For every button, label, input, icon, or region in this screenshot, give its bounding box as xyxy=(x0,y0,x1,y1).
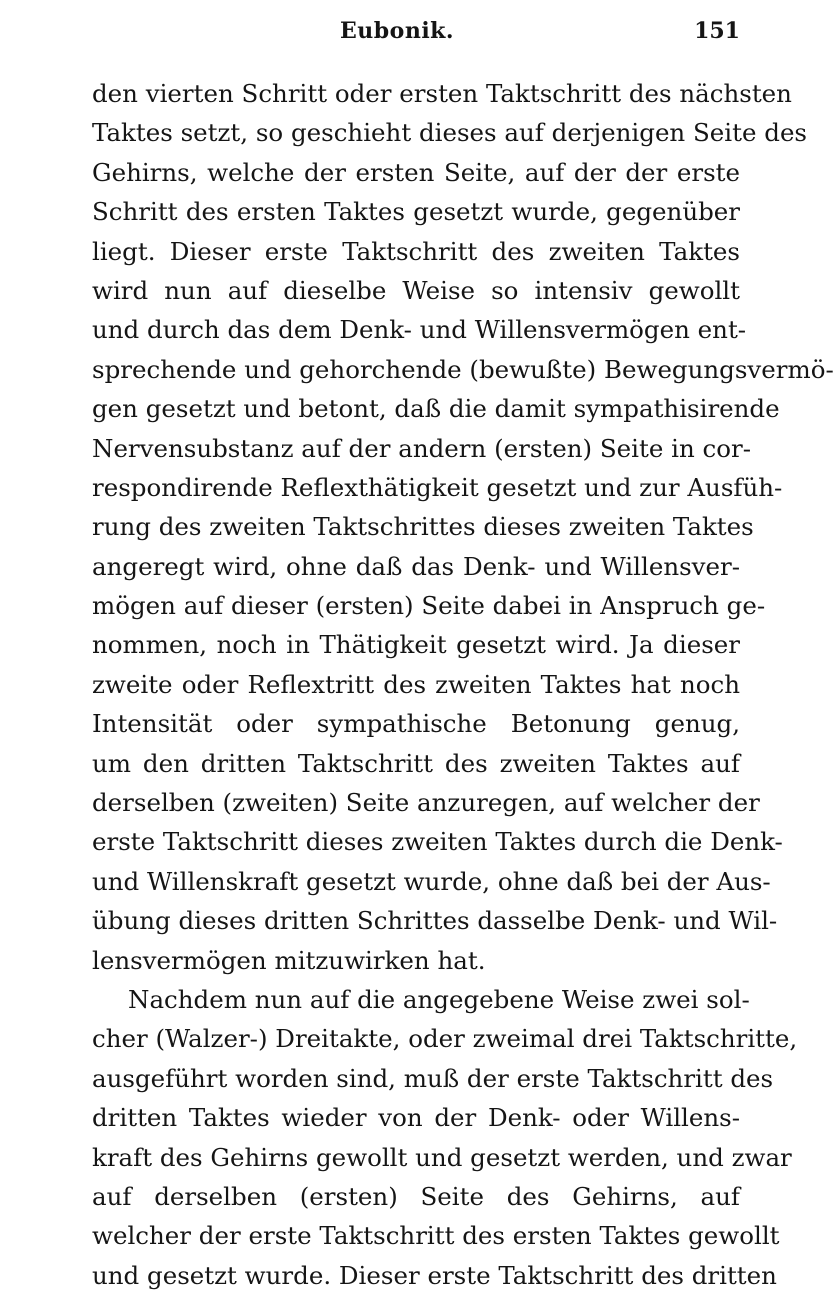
text-line: und durch das dem Denk- und Willensvermögen ent- xyxy=(92,315,747,345)
text-line: zweite oder Reflextritt des zweiten Taktes hat noch xyxy=(92,669,740,699)
text-line: gen gesetzt und betont, daß die damit sympathisirende xyxy=(92,394,780,424)
text-line: und gesetzt wurde. Dieser erste Taktschritt des dritten xyxy=(92,1260,777,1290)
text-line-paragraph-end: lensvermögen mitzuwirken hat. xyxy=(92,945,486,975)
text-line: Schritt des ersten Taktes gesetzt wurde, gegenüber xyxy=(92,197,740,227)
text-line: welcher der erste Taktschritt des ersten Taktes gewollt xyxy=(92,1221,780,1251)
text-line: übung dieses dritten Schrittes dasselbe Denk- und Wil- xyxy=(92,906,778,936)
text-line: und Willenskraft gesetzt wurde, ohne daß bei der Aus- xyxy=(92,866,771,896)
text-line: rung des zweiten Taktschrittes dieses zweiten Taktes xyxy=(92,512,754,542)
running-head-title: Eubonik. xyxy=(340,18,455,44)
text-line: angeregt wird, ohne daß das Denk- und Willensver- xyxy=(92,551,740,581)
text-line: Gehirns, welche der ersten Seite, auf der der erste xyxy=(92,157,740,187)
text-line: mögen auf dieser (ersten) Seite dabei in Anspruch ge- xyxy=(92,591,766,621)
text-line: Nervensubstanz auf der andern (ersten) Seite in cor- xyxy=(92,433,751,463)
text-line: erste Taktschritt dieses zweiten Taktes durch die Denk- xyxy=(92,827,783,857)
running-head xyxy=(340,18,740,58)
text-line: sprechende und gehorchende (bewußte) Bewegungsvermö- xyxy=(92,354,834,384)
text-line: derselben (zweiten) Seite anzuregen, auf welcher der xyxy=(92,788,760,818)
text-line: dritten Taktes wieder von der Denk- oder Willens- xyxy=(92,1103,740,1133)
body-text xyxy=(92,74,834,1295)
text-line: respondirende Reflexthätigkeit gesetzt und zur Ausfüh- xyxy=(92,472,783,502)
text-line: cher (Walzer-) Dreitakte, oder zweimal drei Taktschritte, xyxy=(92,1024,798,1054)
page-number: 151 xyxy=(694,18,740,44)
text-line: um den dritten Taktschritt des zweiten Taktes auf xyxy=(92,748,740,778)
text-line: kraft des Gehirns gewollt und gesetzt werden, und zwar xyxy=(92,1142,792,1172)
text-line: nommen, noch in Thätigkeit gesetzt wird. Ja dieser xyxy=(92,630,740,660)
text-line: Taktes setzt, so geschieht dieses auf derjenigen Seite des xyxy=(92,118,808,148)
text-line: auf derselben (ersten) Seite des Gehirns, auf xyxy=(92,1181,740,1211)
text-line-paragraph-start: Nachdem nun auf die angegebene Weise zwei sol- xyxy=(128,984,750,1014)
text-line: den vierten Schritt oder ersten Taktschritt des nächsten xyxy=(92,79,792,108)
text-line: wird nun auf dieselbe Weise so intensiv gewollt xyxy=(92,275,740,305)
text-line: Intensität oder sympathische Betonung genug, xyxy=(92,709,740,739)
text-line: ausgeführt worden sind, muß der erste Taktschritt des xyxy=(92,1063,774,1093)
text-line: liegt. Dieser erste Taktschritt des zweiten Taktes xyxy=(92,236,740,266)
